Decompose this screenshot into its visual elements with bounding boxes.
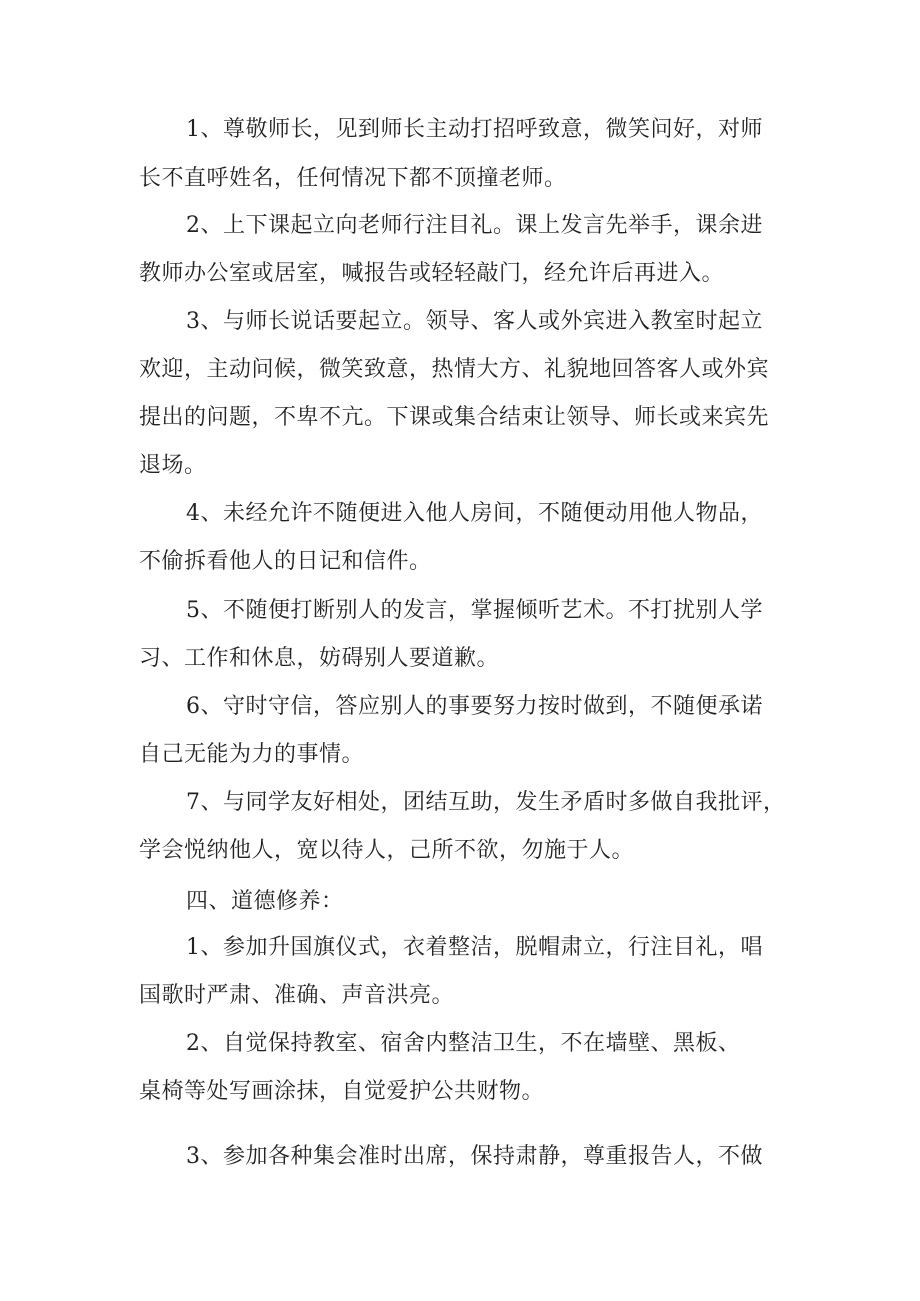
paragraph-6-line-1: 6、守时守信，答应别人的事要努力按时做到，不随便承诺 <box>186 694 763 719</box>
paragraph-5-line-1: 5、不随便打断别人的发言，掌握倾听艺术。不打扰别人学 <box>186 598 763 623</box>
paragraph-3-line-3: 提出的问题，不卑不亢。下课或集合结束让领导、师长或来宾先 <box>139 405 770 430</box>
paragraph-3-line-2: 欢迎，主动问候，微笑致意，热情大方、礼貌地回答客人或外宾 <box>139 357 770 382</box>
paragraph-6-line-2: 自己无能为力的事情。 <box>139 742 365 767</box>
paragraph-3-line-4: 退场。 <box>139 453 207 478</box>
paragraph-1-line-1: 1、尊敬师长，见到师长主动打招呼致意，微笑问好，对师 <box>186 117 763 142</box>
section-item-3-line-1: 3、参加各种集会准时出席，保持肃静，尊重报告人，不做 <box>186 1144 763 1169</box>
section-item-2-line-2: 桌椅等处写画涂抹，自觉爱护公共财物。 <box>139 1079 545 1104</box>
paragraph-2-line-1: 2、上下课起立向老师行注目礼。课上发言先举手，课余进 <box>186 213 763 238</box>
paragraph-5-line-2: 习、工作和休息，妨碍别人要道歉。 <box>139 646 500 671</box>
section-item-1-line-2: 国歌时严肃、准确、声音洪亮。 <box>139 983 455 1008</box>
paragraph-3-line-1: 3、与师长说话要起立。领导、客人或外宾进入教室时起立 <box>186 309 763 334</box>
section-heading: 四、道德修养： <box>186 889 344 914</box>
paragraph-4-line-1: 4、未经允许不随便进入他人房间，不随便动用他人物品， <box>186 501 763 526</box>
paragraph-4-line-2: 不偷拆看他人的日记和信件。 <box>139 549 432 574</box>
paragraph-7-line-1: 7、与同学友好相处，团结互助，发生矛盾时多做自我批评， <box>186 790 786 815</box>
paragraph-2-line-2: 教师办公室或居室，喊报告或轻轻敲门，经允许后再进入。 <box>139 261 725 286</box>
section-item-1-line-1: 1、参加升国旗仪式，衣着整洁，脱帽肃立，行注目礼，唱 <box>186 935 763 960</box>
section-item-2-line-1: 2、自觉保持教室、宿舍内整洁卫生，不在墙壁、黑板、 <box>186 1031 741 1056</box>
paragraph-7-line-2: 学会悦纳他人，宽以待人，己所不欲，勿施于人。 <box>139 838 635 863</box>
paragraph-1-line-2: 长不直呼姓名，任何情况下都不顶撞老师。 <box>139 166 567 191</box>
